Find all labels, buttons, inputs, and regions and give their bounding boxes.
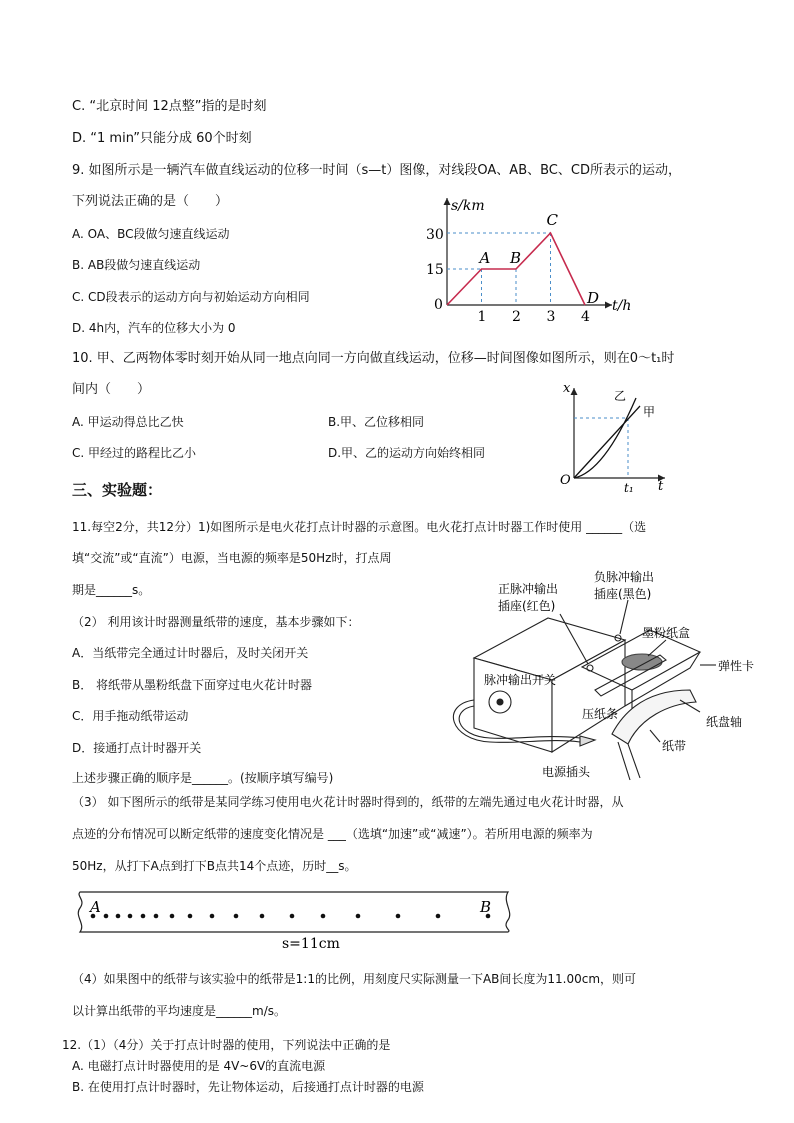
label-pulse-switch: 脉冲输出开关	[484, 673, 557, 687]
q10-label-x: x	[563, 381, 571, 396]
q9-ytick-0: 0	[434, 297, 443, 313]
q11-line3: 期是______s。	[72, 583, 151, 597]
q9-option-b: B. AB段做匀速直线运动	[72, 258, 201, 272]
q11-order: 上述步骤正确的顺序是______。(按顺序填写编号)	[72, 771, 334, 785]
tape-outline	[78, 892, 509, 932]
tape-dot	[234, 914, 239, 919]
paper-tape-figure	[70, 888, 520, 952]
tape-dot	[396, 914, 401, 919]
q11-part4-line2: 以计算出纸带的平均速度是______m/s。	[72, 1004, 286, 1018]
q11-step-b: B． 将纸带从墨粉纸盘下面穿过电火花计时器	[72, 678, 313, 692]
tape-label-a: A	[90, 898, 101, 916]
q10-xt-graph	[558, 378, 678, 493]
q8-option-d: D. “1 min”只能分成 60个时刻	[72, 131, 252, 146]
q9-ytick-30: 30	[426, 227, 444, 243]
label-neg-line2: 插座(黑色)	[594, 587, 652, 601]
label-neg-line1: 负脉冲输出	[594, 570, 655, 584]
q12-option-b: B. 在使用打点计时器时，先让物体运动，后接通打点计时器的电源	[72, 1080, 424, 1094]
q9-point-C: C	[546, 211, 558, 229]
q12-option-a: A. 电磁打点计时器使用的是 4V~6V的直流电源	[72, 1059, 326, 1073]
q10-stem-line2: 间内（ ）	[72, 382, 151, 397]
tape-dot	[356, 914, 361, 919]
label-toner-disc: 墨粉纸盒	[642, 626, 691, 640]
q10-label-jia: 甲	[643, 405, 656, 419]
label-power-plug: 电源插头	[542, 765, 591, 779]
q9-stem-line1: 9. 如图所示是一辆汽车做直线运动的位移一时间（s—t）图像，对线段OA、AB、BC、CD所表示的运动，	[72, 163, 681, 178]
q9-option-c: C. CD段表示的运动方向与初始运动方向相同	[72, 290, 310, 304]
q9-ytick-15: 15	[426, 262, 444, 278]
q11-line1: 11.每空2分，共12分）1)如图所示是电火花打点计时器的示意图。电火花打点计时器工作时使用 ______（选	[72, 520, 647, 534]
q10-option-d: D.甲、乙的运动方向始终相同	[328, 446, 486, 460]
q9-xtick-4: 4	[581, 309, 590, 325]
tape-dot	[154, 914, 159, 919]
q11-step-intro: （2） 利用该计时器测量纸带的速度，基本步骤如下：	[72, 615, 360, 629]
label-pos-line2: 插座(红色)	[498, 599, 556, 613]
q10-label-t: t	[658, 479, 664, 493]
q11-part3-line1: （3） 如下图所示的纸带是某同学练习使用电火花计时器时得到的，纸带的左端先通过电火花计时器，从	[72, 795, 624, 809]
q10-label-yi: 乙	[614, 389, 627, 403]
q10-label-origin: O	[560, 473, 571, 488]
q10-option-b: B.甲、乙位移相同	[328, 415, 425, 429]
label-pos-line1: 正脉冲输出	[498, 582, 559, 596]
tape-dot	[260, 914, 265, 919]
label-press-strip: 压纸条	[582, 707, 619, 721]
q9-x-label: t/h	[612, 298, 632, 314]
q10-stem-line1: 10. 甲、乙两物体零时刻开始从同一地点向同一方向做直线运动，位移—时间图像如图所示，则在0～t₁时	[72, 351, 675, 366]
tape-dot	[436, 914, 441, 919]
q11-part3-line2: 点迹的分布情况可以断定纸带的速度变化情况是 ___（选填“加速”或“减速”）。若所用电源的频率为	[72, 827, 593, 841]
q9-st-graph	[410, 190, 640, 325]
tape-label-length: s=11cm	[282, 936, 340, 952]
q11-line2: 填“交流”或“直流”）电源，当电源的频率是50Hz时，打点周	[72, 551, 392, 565]
q9-y-label: s/km	[451, 198, 485, 214]
tape-dot	[321, 914, 326, 919]
q9-point-D: D	[587, 289, 600, 307]
q10-curve-yi	[574, 398, 636, 478]
label-tape: 纸带	[662, 739, 687, 753]
q10-option-a: A. 甲运动得总比乙快	[72, 415, 184, 429]
q9-option-a: A. OA、BC段做匀速直线运动	[72, 227, 230, 241]
q9-xtick-3: 3	[546, 309, 556, 325]
q11-part4-line1: （4）如果图中的纸带与该实验中的纸带是1:1的比例，用刻度尺实际测量一下AB间长度为11.00cm，则可	[72, 972, 637, 986]
tape-dot	[104, 914, 109, 919]
tape-dot	[128, 914, 133, 919]
q11-part3-line3: 50Hz，从打下A点到打下B点共14个点迹，历时__s。	[72, 859, 357, 873]
q10-line-jia	[574, 406, 640, 478]
tape-dot	[210, 914, 215, 919]
label-spring-clip: 弹性卡	[718, 659, 755, 673]
q11-step-c: C．用手拖动纸带运动	[72, 709, 189, 723]
q11-step-a: A．当纸带完全通过计时器后，及时关闭开关	[72, 646, 309, 660]
q8-option-c: C. “北京时间 12点整”指的是时刻	[72, 99, 267, 114]
q9-stem-line2: 下列说法正确的是（ ）	[72, 194, 229, 209]
q12-stem: 12.（1）（4分）关于打点计时器的使用，下列说法中正确的是	[62, 1038, 391, 1052]
spark-timer-diagram	[450, 560, 770, 785]
q11-step-d: D．接通打点计时器开关	[72, 741, 202, 755]
q9-xtick-1: 1	[477, 309, 487, 325]
tape-dot	[116, 914, 121, 919]
label-disc-axle: 纸盘轴	[706, 715, 743, 729]
tape-dot	[290, 914, 295, 919]
q9-xtick-2: 2	[512, 309, 521, 325]
tape-dot	[141, 914, 146, 919]
section-title: 三、实验题：	[72, 481, 163, 499]
tape-label-b: B	[480, 898, 492, 916]
q9-point-A: A	[479, 249, 491, 267]
tape-dot	[188, 914, 193, 919]
q9-point-B: B	[510, 249, 522, 267]
q10-label-t1: t₁	[624, 481, 634, 493]
q10-option-c: C. 甲经过的路程比乙小	[72, 446, 197, 460]
tape-dot	[170, 914, 175, 919]
q9-option-d: D. 4h内，汽车的位移大小为 0	[72, 321, 236, 335]
